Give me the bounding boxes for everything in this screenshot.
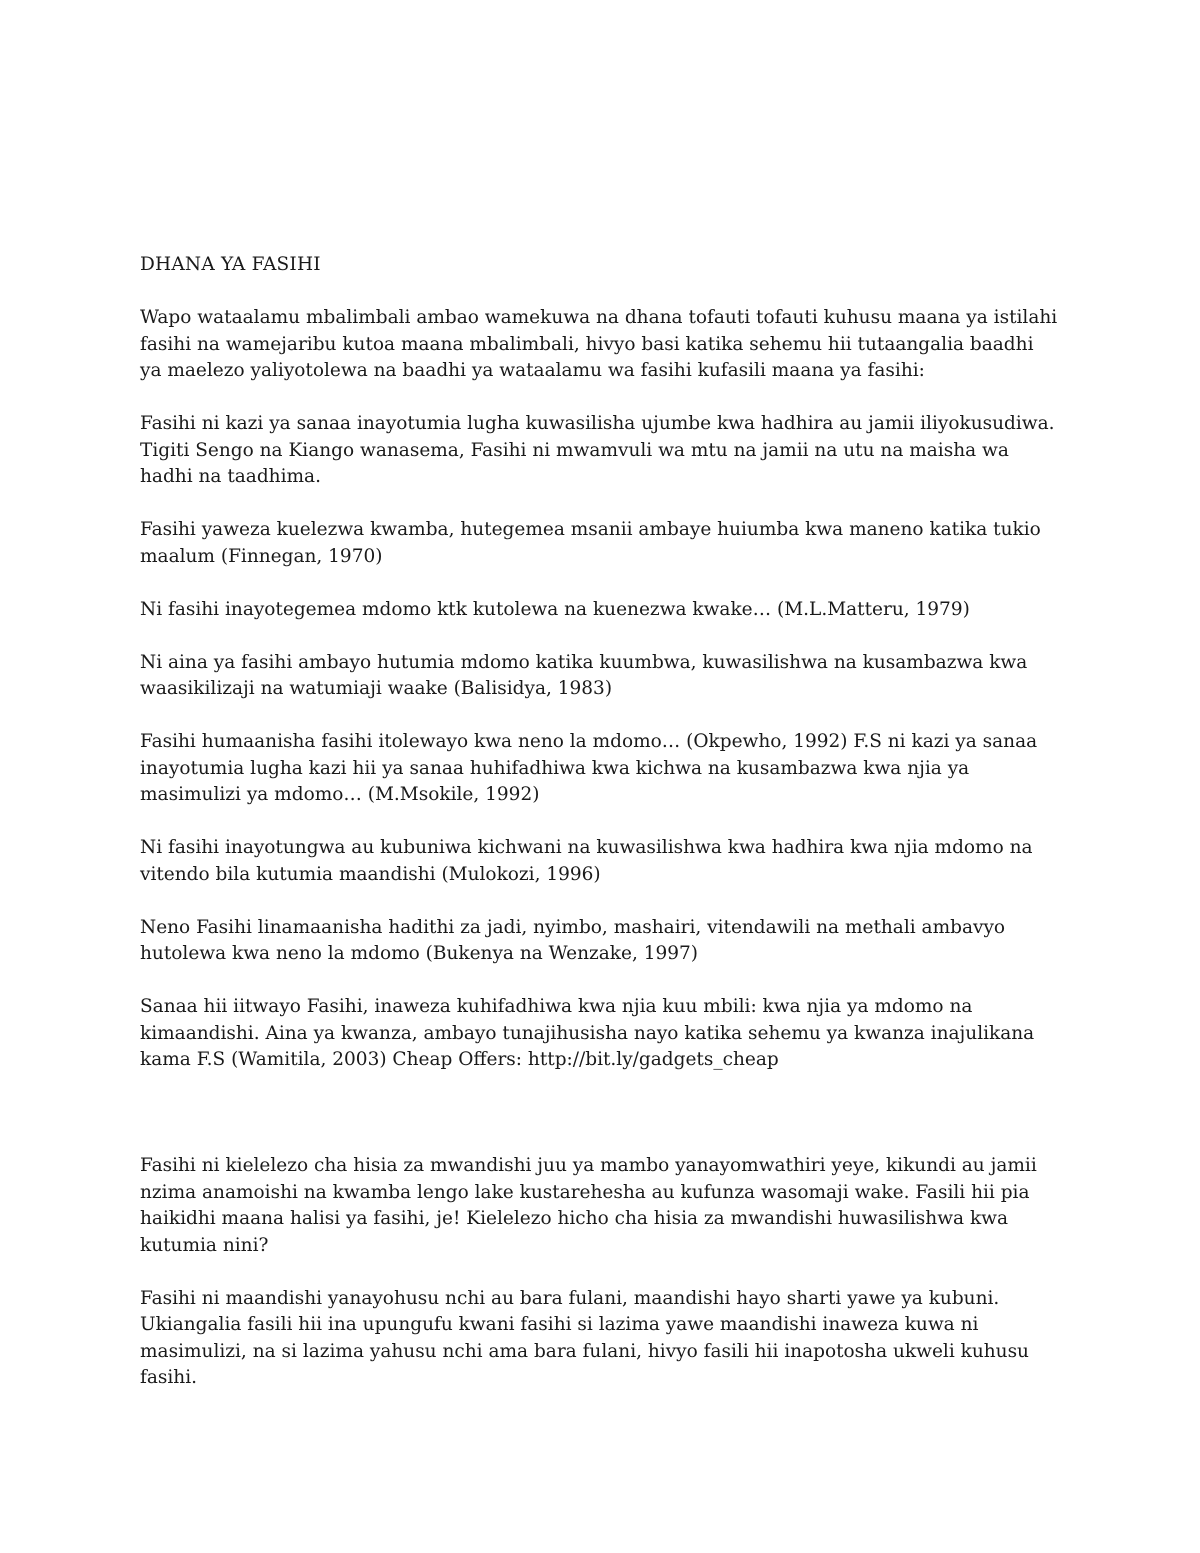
spacer xyxy=(140,1259,1060,1286)
spacer xyxy=(140,809,1060,836)
paragraph-intro: Wapo wataalamu mbalimbali ambao wamekuwa na dhana tofauti tofauti kuhusu maana ya istilahi fasihi na wamejaribu kutoa maana mbalimbali, hivyo basi katika sehemu hii tutaangalia baadhi ya maelezo yaliyotolewa na baadhi ya wataalamu wa fasihi kufasili maana ya fasihi: xyxy=(140,307,1058,381)
paragraph-matteru: Ni fasihi inayotegemea mdomo ktk kutolewa na kuenezwa kwake… (M.L.Matteru, 1979) xyxy=(140,598,970,620)
spacer xyxy=(140,570,1060,597)
paragraph-mulokozi: Ni fasihi inayotungwa au kubuniwa kichwani na kuwasilishwa kwa hadhira kwa njia mdomo na vitendo bila kutumia maandishi (Mulokozi, 1996) xyxy=(140,837,1033,885)
document-body xyxy=(140,252,1060,1392)
paragraph-balisidya: Ni aina ya fasihi ambayo hutumia mdomo katika kuumbwa, kuwasilishwa na kusambazwa kwa waasikilizaji na watumiaji waake (Balisidya, 1983) xyxy=(140,651,1028,699)
paragraph-maandishi: Fasihi ni maandishi yanayohusu nchi au bara fulani, maandishi hayo sharti yawe ya kubuni. Ukiangalia fasili hii ina upungufu kwani fasihi si lazima yawe maandishi inaweza kuwa ni masimulizi, na si lazima yahusu nchi ama bara fulani, hivyo fasili hii inapotosha ukweli kuhusu fasihi. xyxy=(140,1287,1029,1388)
spacer xyxy=(140,1074,1060,1154)
paragraph-bukenya: Neno Fasihi linamaanisha hadithi za jadi, nyimbo, mashairi, vitendawili na methali ambavyo hutolewa kwa neno la mdomo (Bukenya na Wenzake, 1997) xyxy=(140,916,1006,964)
spacer xyxy=(140,279,1060,306)
document-title: DHANA YA FASIHI xyxy=(140,254,321,275)
paragraph-okpewho: Fasihi humaanisha fasihi itolewayo kwa neno la mdomo… (Okpewho, 1992) F.S ni kazi ya sanaa inayotumia lugha kazi hii ya sanaa huhifadhiwa kwa kichwa na kusambazwa kwa njia ya masimulizi ya mdomo… (M.Msokile, 1992) xyxy=(140,731,1038,805)
spacer xyxy=(140,385,1060,412)
paragraph-kielelezo: Fasihi ni kielelezo cha hisia za mwandishi juu ya mambo yanayomwathiri yeye, kikundi au jamii nzima anamoishi na kwamba lengo lake kustarehesha au kufunza wasomaji wake. Fasili hii pia haikidhi maana halisi ya fasihi, je! Kielelezo hicho cha hisia za mwandishi huwasilishwa kwa kutumia nini? xyxy=(140,1155,1037,1256)
spacer xyxy=(140,623,1060,650)
paragraph-finnegan: Fasihi yaweza kuelezwa kwamba, hutegemea msanii ambaye huiumba kwa maneno katika tukio maalum (Finnegan, 1970) xyxy=(140,519,1041,567)
paragraph-definition-2: Tigiti Sengo na Kiango wanasema, Fasihi ni mwamvuli wa mtu na jamii na utu na maisha wa hadhi na taadhima. xyxy=(140,439,1009,487)
spacer xyxy=(140,703,1060,730)
spacer xyxy=(140,888,1060,915)
paragraph-wamitila: Sanaa hii iitwayo Fasihi, inaweza kuhifadhiwa kwa njia kuu mbili: kwa njia ya mdomo na kimaandishi. Aina ya kwanza, ambayo tunajihusisha nayo katika sehemu ya kwanza inajulikana kama F.S (Wamitila, 2003) Cheap Offers: http://bit.ly/gadgets_cheap xyxy=(140,996,1035,1070)
paragraph-definition-1: Fasihi ni kazi ya sanaa inayotumia lugha kuwasilisha ujumbe kwa hadhira au jamii iliyokusudiwa. xyxy=(140,413,1055,434)
spacer xyxy=(140,491,1060,518)
spacer xyxy=(140,968,1060,995)
